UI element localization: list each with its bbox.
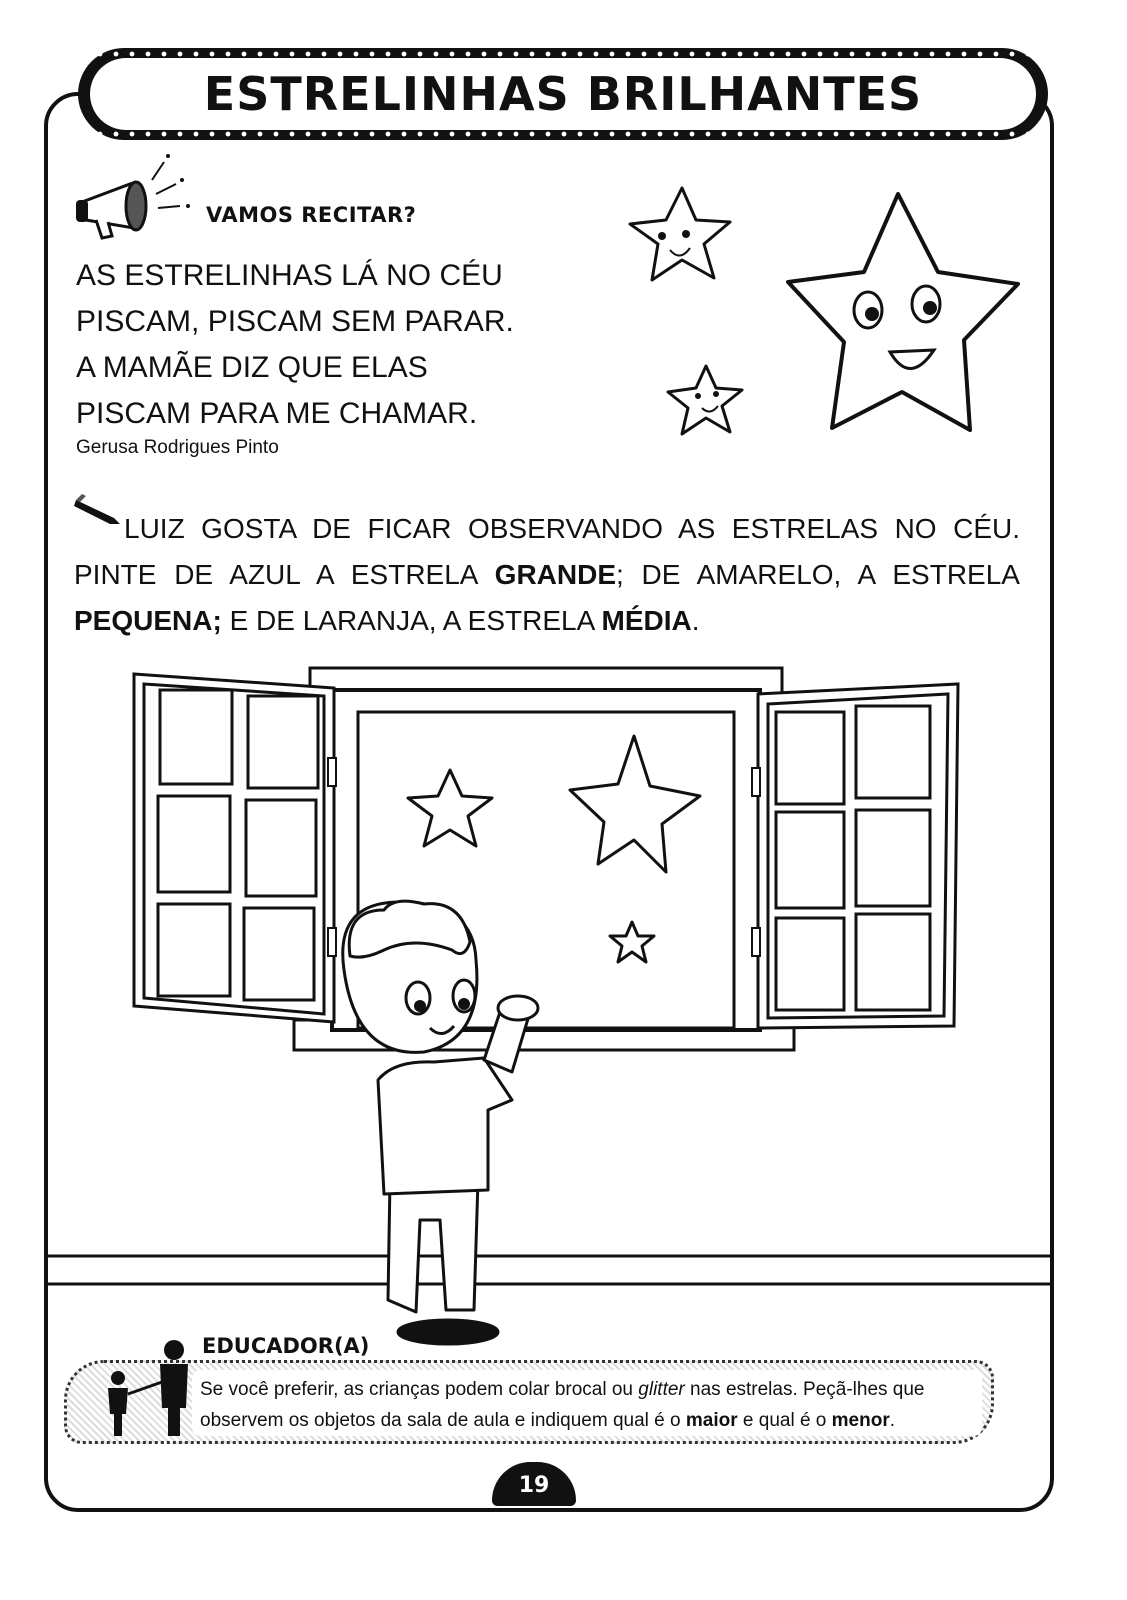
poem-line: PISCAM, PISCAM SEM PARAR. bbox=[76, 305, 514, 338]
title-box bbox=[90, 58, 1036, 130]
left-shutter bbox=[134, 674, 334, 1022]
instr-text: E DE LARANJA, A ESTRELA bbox=[221, 605, 602, 636]
educator-note bbox=[200, 1374, 980, 1436]
instr-grande: GRANDE bbox=[494, 559, 617, 590]
activity-instructions bbox=[74, 506, 1020, 644]
poem-line: AS ESTRELINHAS LÁ NO CÉU bbox=[76, 259, 503, 292]
big-star-face bbox=[788, 194, 1018, 430]
page-number: 19 bbox=[492, 1462, 576, 1506]
educator-text: e qual é o bbox=[737, 1410, 832, 1431]
educator-text: nas estrelas. Peçã-lhes que observem os objetos da sala de aula e indiquem qual é o bbox=[200, 1379, 925, 1431]
recite-heading: VAMOS RECITAR? bbox=[206, 203, 417, 227]
poem-line: PISCAM PARA ME CHAMAR. bbox=[76, 397, 478, 430]
educator-figures-icon bbox=[104, 1338, 192, 1438]
smiling-stars-illustration bbox=[620, 180, 1040, 460]
megaphone-icon bbox=[72, 150, 202, 240]
educator-glitter: glitter bbox=[638, 1379, 685, 1400]
educator-heading: EDUCADOR(A) bbox=[202, 1334, 370, 1358]
instr-text: ; DE AMARELO, A ESTRELA bbox=[616, 559, 1020, 590]
page-title: ESTRELINHAS BRILHANTES bbox=[203, 67, 923, 121]
poem-line: A MAMÃE DIZ QUE ELAS bbox=[76, 351, 428, 384]
educator-text: . bbox=[889, 1410, 896, 1431]
title-dots-top bbox=[92, 50, 1034, 58]
poem bbox=[76, 253, 514, 437]
educator-menor: menor bbox=[831, 1410, 890, 1431]
educator-text: Se você preferir, as crianças podem colar brocal ou bbox=[200, 1379, 639, 1400]
small-star-face bbox=[630, 188, 730, 280]
educator-maior: maior bbox=[685, 1410, 738, 1431]
window-scene-illustration bbox=[44, 660, 1054, 1360]
instr-media: MÉDIA bbox=[601, 605, 692, 636]
poem-author: Gerusa Rodrigues Pinto bbox=[76, 437, 279, 458]
right-shutter bbox=[758, 684, 958, 1028]
instr-pequena: PEQUENA; bbox=[74, 605, 222, 636]
instr-text: . bbox=[691, 605, 700, 636]
instr-text: LUIZ GOSTA DE FICAR OBSERVANDO AS ESTRELAS NO CÉU. PINTE DE AZUL A ESTRELA bbox=[74, 513, 1020, 590]
title-dots-bottom bbox=[92, 130, 1034, 138]
tiny-star-face bbox=[668, 366, 742, 434]
